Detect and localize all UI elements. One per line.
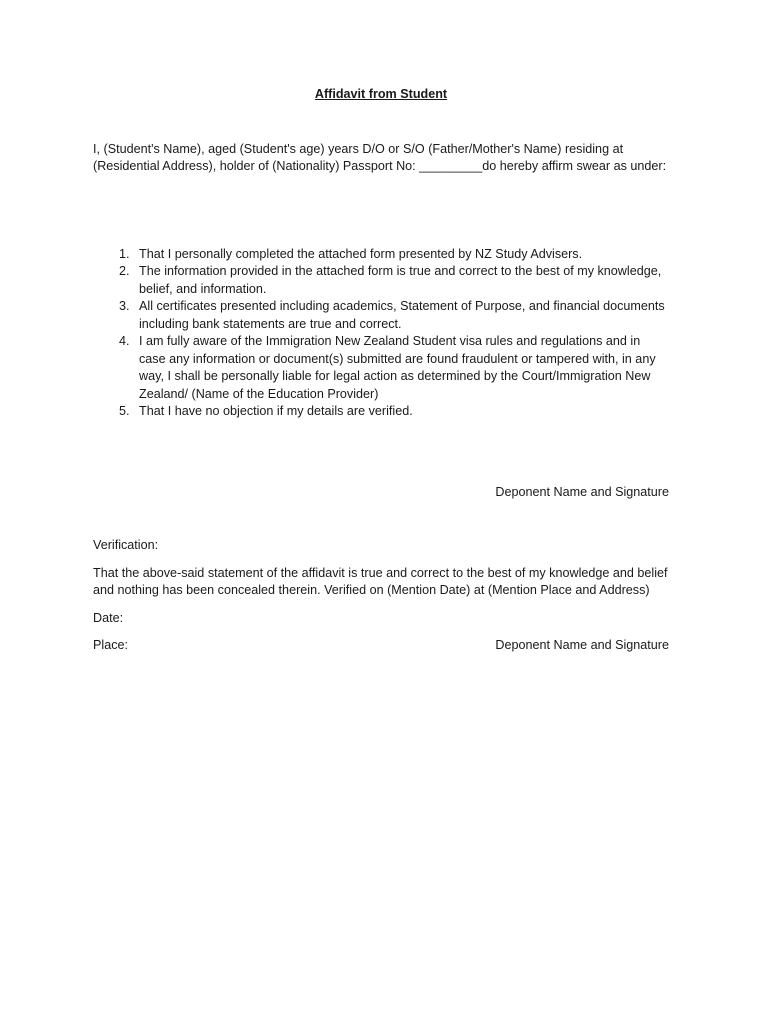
list-item [93,246,669,264]
list-item [93,263,669,298]
document-title: Affidavit from Student [314,87,448,101]
clause-text: All certificates presented including academics, Statement of Purpose, and financial documents including bank statements are true and correct. [139,299,665,331]
clause-number: 4. [119,334,130,348]
verification-heading: Verification: [93,538,159,552]
clause-number: 5. [119,404,130,418]
verification-paragraph: That the above-said statement of the affidavit is true and correct to the best of my knowledge and belief and nothing has been concealed therein. Verified on (Mention Date) at (Mention Place and Address) [93,565,668,597]
list-item [93,298,669,333]
intro-paragraph: I, (Student's Name), aged (Student's age) years D/O or S/O (Father/Mother's Name) residing at (Residential Address), holder of (Nationality) Passport No: _________do hereby affirm swear as under: [93,141,667,173]
clause-text: That I personally completed the attached form presented by NZ Study Advisers. [139,246,583,261]
place-label: Place: [93,638,129,652]
place-signature-row [93,637,669,655]
clause-text: That I have no objection if my details are verified. [139,404,413,418]
list-item [93,403,669,421]
deponent-signature-line: Deponent Name and Signature [495,484,669,499]
deponent-signature-line: Deponent Name and Signature [495,638,669,652]
clause-list [93,246,669,421]
clause-number: 3. [119,299,130,313]
date-label: Date: [93,610,124,625]
clause-text: The information provided in the attached form is true and correct to the best of my knowledge, belief, and information. [139,264,662,296]
clause-text: I am fully aware of the Immigration New Zealand Student visa rules and regulations and in case any information or document(s) submitted are found fraudulent or tampered with, in any way, I shall be personally liable for legal action as determined by the Court/Immigration New Zealand/ (Name of the Education Provider) [139,334,656,401]
list-item [93,333,669,403]
clause-number: 1. [119,246,130,261]
document-body [93,86,669,655]
clause-number: 2. [119,264,130,278]
